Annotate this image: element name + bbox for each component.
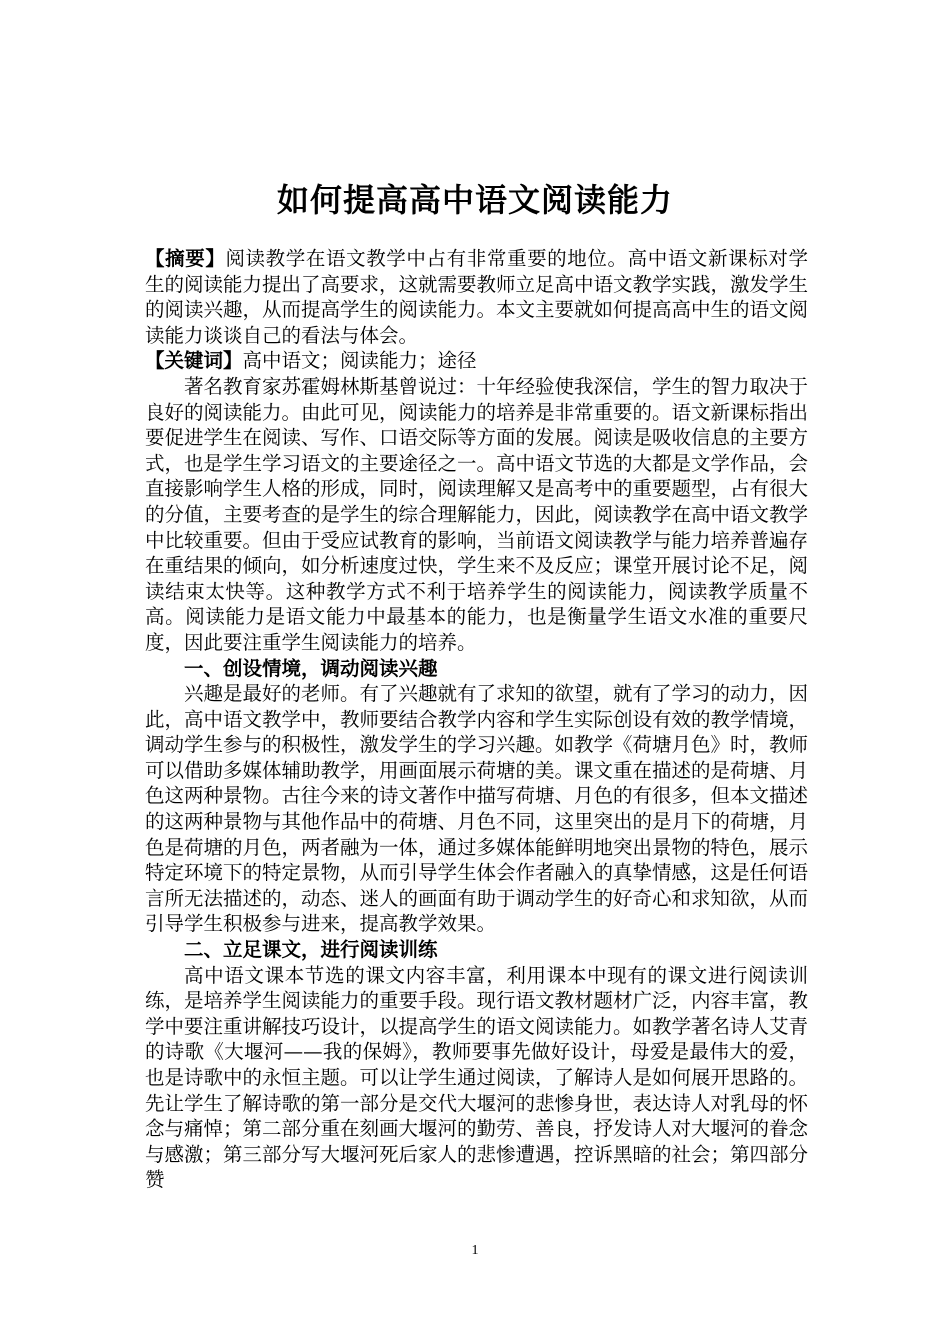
- abstract-paragraph: [145, 246, 808, 348]
- keywords-text: 高中语文；阅读能力；途径: [242, 349, 477, 373]
- section-2-heading: 二、立足课文，进行阅读训练: [184, 938, 438, 962]
- document-body: [145, 246, 808, 1193]
- keywords-paragraph: [145, 348, 808, 374]
- intro-paragraph: 著名教育家苏霍姆林斯基曾说过：十年经验使我深信，学生的智力取决于良好的阅读能力。由此可见，阅读能力的培养是非常重要的。语文新课标指出要促进学生在阅读、写作、口语交际等方面的发展。阅读是吸收信息的主要方式，也是学生学习语文的主要途径之一。高中语文节选的大都是文学作品，会直接影响学生人格的形成，同时，阅读理解又是高考中的重要题型，占有很大的分值，主要考查的是学生的综合理解能力，因此，阅读教学在高中语文教学中比较重要。但由于受应试教育的影响，当前语文阅读教学与能力培养普遍存在重结果的倾向，如分析速度过快，学生来不及反应；课堂开展讨论不足，阅读结束太快等。这种教学方式不利于培养学生的阅读能力，阅读教学质量不高。阅读能力是语文能力中最基本的能力，也是衡量学生语文水准的重要尺度，因此要注重学生阅读能力的培养。: [145, 374, 809, 654]
- page-number: 1: [471, 1243, 479, 1258]
- section-2-paragraph: 高中语文课本节选的课文内容丰富，利用课本中现有的课文进行阅读训练，是培养学生阅读能力的重要手段。现行语文教材题材广泛，内容丰富，教学中要注重讲解技巧设计，以提高学生的语文阅读能力。如教学著名诗人艾青的诗歌《大堰河——我的保姆》，教师要事先做好设计，母爱是最伟大的爱，也是诗歌中的永恒主题。可以让学生通过阅读，了解诗人是如何展开思路的。先让学生了解诗歌的第一部分是交代大堰河的悲惨身世，表达诗人对乳母的怀念与痛悼；第二部分重在刻画大堰河的勤劳、善良，抒发诗人对大堰河的眷念与感激；第三部分写大堰河死后家人的悲惨遭遇，控诉黑暗的社会；第四部分赞: [145, 963, 809, 1192]
- abstract-label: 【摘要】: [145, 247, 226, 270]
- document-title: 如何提高高中语文阅读能力: [276, 181, 673, 219]
- section-1-heading: 一、创设情境，调动阅读兴趣: [184, 656, 438, 680]
- section-1-paragraph: 兴趣是最好的老师。有了兴趣就有了求知的欲望，就有了学习的动力，因此，高中语文教学中，教师要结合教学内容和学生实际创设有效的教学情境，调动学生参与的积极性，激发学生的学习兴趣。如教学《荷塘月色》时，教师可以借助多媒体辅助教学，用画面展示荷塘的美。课文重在描述的是荷塘、月色这两种景物。古往今来的诗文著作中描写荷塘、月色的有很多，但本文描述的这两种景物与其他作品中的荷塘、月色不同，这里突出的是月下的荷塘，月色是荷塘的月色，两者融为一体，通过多媒体能鲜明地突出景物的特色，展示特定环境下的特定景物，从而引导学生体会作者融入的真挚情感，这是任何语言所无法描述的，动态、迷人的画面有助于调动学生的好奇心和求知欲，从而引导学生积极参与进来，提高教学效果。: [145, 682, 809, 936]
- abstract-text: 阅读教学在语文教学中占有非常重要的地位。高中语文新课标对学生的阅读能力提出了高要求，这就需要教师立足高中语文教学实践，激发学生的阅读兴趣，从而提高学生的阅读能力。本文主要就如何提高高中生的语文阅读能力谈谈自己的看法与体会。: [145, 247, 809, 347]
- keywords-label: 【关键词】: [145, 349, 243, 373]
